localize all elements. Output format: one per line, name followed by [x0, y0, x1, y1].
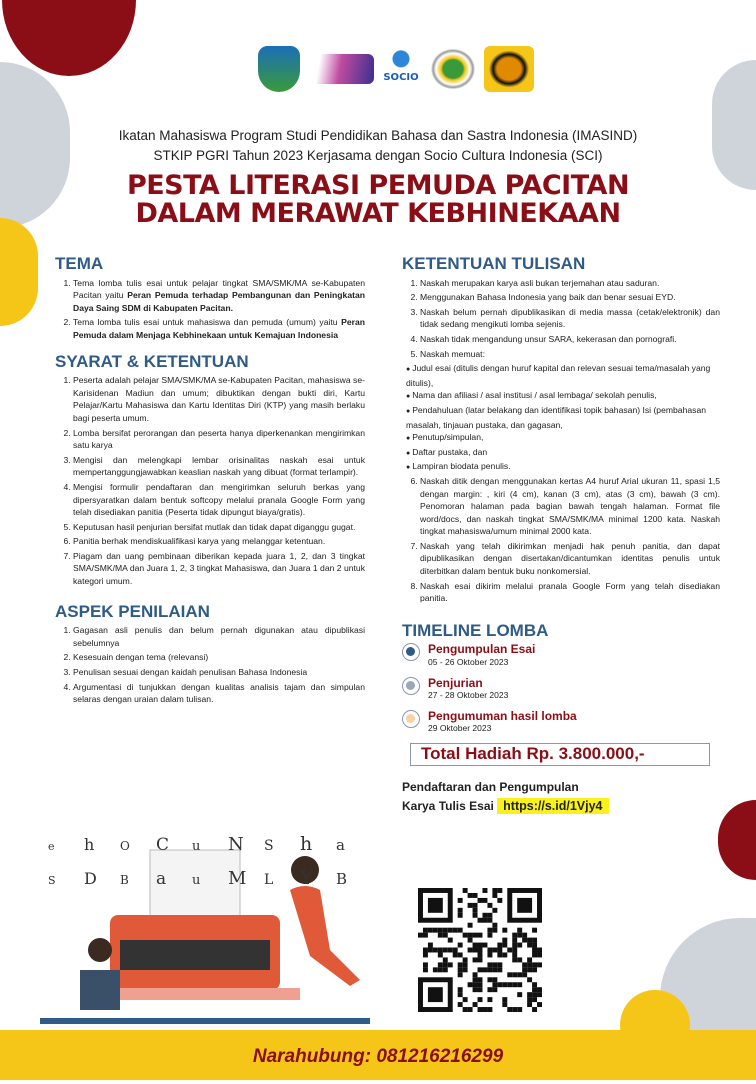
qr-module	[458, 943, 463, 948]
decor-circle-red-right	[718, 800, 756, 880]
qr-module	[463, 1007, 468, 1012]
qr-module	[532, 982, 537, 987]
qr-module	[433, 928, 438, 933]
qr-module	[468, 933, 473, 938]
registration-link[interactable]: https://s.id/1Vjy4	[497, 798, 608, 814]
tema-bold: Peran Pemuda dalam Menjaga Kebhinekaan untuk Kemajuan Indonesia	[73, 317, 365, 340]
syarat-item: 2. Lomba bersifat perorangan dan peserta hanya diperkenankan mengirimkan satu karya	[73, 427, 365, 452]
syarat-item: 3. Mengisi dan melengkapi lembar orisinalitas naskah esai untuk mempertanggungjawabkan keaslian naskah yang dibuat (format terlampir).	[73, 454, 365, 479]
qr-module	[482, 943, 487, 948]
qr-module	[532, 938, 537, 943]
qr-module	[532, 952, 537, 957]
qr-module	[532, 943, 537, 948]
ketentuan-bullet: ● Daftar pustaka, dan	[406, 446, 720, 461]
socio-cultura-logo: SOCIO	[380, 46, 422, 92]
qr-module	[487, 967, 492, 972]
qr-module	[512, 948, 517, 953]
qr-module	[492, 967, 497, 972]
qr-module	[497, 948, 502, 953]
qr-module	[532, 962, 537, 967]
timeline-item	[402, 677, 720, 702]
qr-module	[458, 928, 463, 933]
qr-module	[423, 962, 428, 967]
qr-module	[443, 948, 448, 953]
qr-module	[512, 943, 517, 948]
aspek-list	[55, 624, 365, 706]
qr-module	[532, 928, 537, 933]
qr-module	[517, 972, 522, 977]
qr-module	[428, 928, 433, 933]
qr-module	[428, 987, 443, 1002]
qr-module	[428, 948, 433, 953]
qr-module	[428, 898, 443, 913]
ketentuan-bullet: ● Nama dan afiliasi / asal institusi / asal lembaga/ sekolah penulis,	[406, 389, 720, 404]
qr-module	[458, 952, 463, 957]
qr-module	[522, 967, 527, 972]
timeline-title: Pengumuman hasil lomba	[428, 708, 577, 723]
qr-module	[497, 952, 502, 957]
qr-module	[423, 952, 428, 957]
registration-info	[402, 778, 720, 816]
timeline	[402, 643, 720, 735]
qr-module	[492, 923, 497, 928]
qr-module	[443, 957, 448, 962]
registration-line-1: Pendaftaran dan Pengumpulan	[402, 779, 579, 794]
qr-module	[478, 997, 483, 1002]
qr-module	[487, 987, 492, 992]
qr-module	[473, 982, 478, 987]
decor-letter: u	[192, 839, 201, 854]
contact-footer: Narahubung: 081216216299	[0, 1030, 756, 1080]
qr-module	[497, 982, 502, 987]
sitting-boy-body	[80, 970, 120, 1010]
qr-module	[512, 982, 517, 987]
typewriter-reading-illustration	[40, 800, 370, 1030]
qr-module	[492, 962, 497, 967]
qr-module	[458, 962, 463, 967]
decor-letter: N	[228, 834, 244, 855]
qr-module	[468, 1007, 473, 1012]
decor-letter: a	[156, 869, 167, 889]
ketentuan-list	[402, 277, 720, 361]
qr-module	[438, 952, 443, 957]
qr-module	[473, 893, 478, 898]
qr-module	[468, 948, 473, 953]
qr-module	[463, 933, 468, 938]
qr-module	[423, 933, 428, 938]
decor-letter: S	[48, 874, 56, 887]
qr-module	[492, 948, 497, 953]
qr-module	[527, 938, 532, 943]
qr-module	[502, 952, 507, 957]
qr-module	[482, 913, 487, 918]
qr-module	[478, 967, 483, 972]
qr-module	[512, 952, 517, 957]
decor-letter: C	[156, 835, 170, 855]
qr-module	[502, 997, 507, 1002]
qr-module	[443, 962, 448, 967]
timeline-item	[402, 710, 720, 735]
pacitan-emblem-logo	[258, 46, 300, 92]
qr-module	[507, 972, 512, 977]
qr-module	[502, 982, 507, 987]
qr-module	[537, 987, 542, 992]
qr-module	[482, 918, 487, 923]
qr-module	[438, 967, 443, 972]
qr-module	[473, 908, 478, 913]
organizer-text	[0, 126, 756, 166]
qr-module	[458, 967, 463, 972]
qr-module	[517, 943, 522, 948]
qr-module	[478, 918, 483, 923]
qr-module	[487, 913, 492, 918]
decor-letter: S	[264, 838, 274, 854]
qr-module	[438, 933, 443, 938]
qr-module	[473, 977, 478, 982]
syarat-heading: SYARAT & KETENTUAN	[55, 351, 249, 371]
aspek-item: 3. Penulisan sesuai dengan kaidah penulisan Bahasa Indonesia	[73, 666, 365, 679]
qr-module	[512, 933, 517, 938]
reading-woman-body	[290, 886, 360, 986]
qr-module	[522, 938, 527, 943]
qr-module	[502, 938, 507, 943]
qr-module	[458, 908, 463, 913]
qr-module	[497, 888, 502, 893]
qr-module	[458, 913, 463, 918]
qr-module	[478, 898, 483, 903]
imasind-logo	[484, 46, 534, 92]
timeline-heading: TIMELINE LOMBA	[402, 620, 549, 640]
qr-module	[478, 977, 483, 982]
decor-letter: h	[84, 835, 95, 854]
qr-module	[478, 957, 483, 962]
qr-module	[527, 997, 532, 1002]
typewriter-keys	[120, 940, 270, 970]
ketentuan-item: 6. Naskah ditik dengan menggunakan kertas A4 huruf Arial ukuran 11, spasi 1,5 dengan margin: , kiri (4 cm), kanan (3 cm), atas (3 cm), bawah (3 cm). Penomoran halaman pada bagian bawah tengah halaman. Format file word/docs, dan naskah tingkat SMA/SMK/MA minimal 1200 kata. Naskah tingkat mahasiswa/umum minimal 2000 kata.	[420, 475, 720, 538]
qr-module	[463, 997, 468, 1002]
qr-module	[522, 933, 527, 938]
qr-module	[487, 903, 492, 908]
qr-module	[428, 943, 433, 948]
qr-module	[512, 1007, 517, 1012]
aspek-item: 2. Kesesuain dengan tema (relevansi)	[73, 651, 365, 664]
ketentuan-bullet: ● Pendahuluan (latar belakang dan identifikasi topik bahasan) Isi (pembahasan masalah, tinjauan pustaka, dan gagasan,	[406, 404, 720, 431]
timeline-date: 27 - 28 Oktober 2023	[428, 690, 509, 701]
left-column	[55, 254, 365, 708]
timeline-dot-icon	[402, 643, 420, 661]
qr-module	[468, 982, 473, 987]
qr-module	[463, 962, 468, 967]
qr-module	[492, 928, 497, 933]
qr-module	[453, 952, 458, 957]
qr-module	[497, 967, 502, 972]
qr-module	[478, 952, 483, 957]
qr-module	[512, 972, 517, 977]
qr-module	[527, 962, 532, 967]
qr-module	[438, 928, 443, 933]
qr-module	[497, 898, 502, 903]
tema-heading: TEMA	[55, 254, 104, 273]
timeline-dot-icon	[402, 710, 420, 728]
qr-module	[473, 1002, 478, 1007]
qr-module	[433, 948, 438, 953]
qr-module	[492, 977, 497, 982]
qr-module	[502, 943, 507, 948]
ketentuan-bullet: ● Lampiran biodata penulis.	[406, 460, 720, 475]
qr-module	[473, 987, 478, 992]
timeline-item	[402, 643, 720, 668]
timeline-date: 05 - 26 Oktober 2023	[428, 657, 509, 668]
ketentuan-heading: KETENTUAN TULISAN	[402, 254, 586, 273]
qr-module	[443, 967, 448, 972]
qr-module	[487, 918, 492, 923]
sitting-boy-head	[88, 938, 112, 962]
book-stack	[100, 988, 300, 1000]
qr-module	[433, 967, 438, 972]
aspek-item: 4. Argumentasi di tunjukkan dengan kualitas analisis tajam dan simpulan selaras dengan uraian dalam tulisan.	[73, 681, 365, 706]
qr-module	[448, 928, 453, 933]
qr-module	[507, 1007, 512, 1012]
syarat-item: 5. Keputusan hasil penjurian bersifat mutlak dan tidak dapat diganggu gugat.	[73, 521, 365, 534]
right-column	[402, 254, 720, 816]
decor-circle-gray-right	[712, 60, 756, 190]
qr-module	[512, 957, 517, 962]
decor-letter: L	[264, 872, 274, 888]
total-prize: Total Hadiah Rp. 3.800.000,-	[410, 743, 710, 766]
qr-module	[517, 957, 522, 962]
qr-module	[492, 888, 497, 893]
qr-module	[527, 977, 532, 982]
qr-module	[458, 987, 463, 992]
qr-module	[497, 943, 502, 948]
qr-module	[487, 962, 492, 967]
qr-module	[482, 967, 487, 972]
ketentuan-item: 5. Naskah memuat:	[420, 348, 720, 361]
event-title	[0, 172, 756, 228]
qr-module	[468, 923, 473, 928]
qr-module	[453, 928, 458, 933]
qr-module	[487, 1007, 492, 1012]
qr-module	[423, 948, 428, 953]
qr-module	[473, 957, 478, 962]
qr-module	[487, 928, 492, 933]
qr-module	[473, 972, 478, 977]
decor-letter: u	[192, 873, 201, 888]
qr-module	[492, 982, 497, 987]
decor-letter: B	[120, 873, 129, 887]
qr-module	[532, 948, 537, 953]
qr-module	[492, 893, 497, 898]
qr-module	[502, 1002, 507, 1007]
qr-module	[537, 952, 542, 957]
qr-module	[463, 967, 468, 972]
decor-letter: O	[120, 839, 130, 853]
qr-module	[482, 888, 487, 893]
qr-module	[487, 952, 492, 957]
stkip-pgri-logo	[428, 46, 478, 92]
qr-module	[487, 997, 492, 1002]
pacitan-paradise-logo	[306, 54, 374, 84]
ketentuan-bullet: ● Judul esai (ditulis dengan huruf kapital dan relevan sesuai tema/masalah yang ditulis),	[406, 362, 720, 389]
decor-letter: Y	[300, 867, 313, 889]
qr-module	[453, 948, 458, 953]
qr-module	[423, 967, 428, 972]
qr-module	[532, 997, 537, 1002]
sponsor-logos	[258, 46, 534, 92]
decor-letter: a	[336, 836, 345, 854]
qr-module	[448, 948, 453, 953]
qr-module	[458, 972, 463, 977]
qr-module	[512, 938, 517, 943]
qr-module	[473, 943, 478, 948]
qr-module	[537, 1002, 542, 1007]
qr-code[interactable]	[418, 888, 542, 1012]
syarat-item: 6. Panitia berhak mendiskualifikasi karya yang melanggar ketentuan.	[73, 535, 365, 548]
tema-bold: Peran Pemuda terhadap Pembangunan dan Peningkatan Daya Saing SDM di Kabupaten Pacitan.	[73, 290, 365, 313]
tema-list	[55, 277, 365, 342]
qr-module	[537, 992, 542, 997]
ketentuan-list-continued	[402, 475, 720, 605]
qr-module	[487, 948, 492, 953]
qr-module	[458, 898, 463, 903]
qr-module	[443, 933, 448, 938]
qr-module	[458, 1002, 463, 1007]
qr-module	[438, 962, 443, 967]
qr-module	[497, 962, 502, 967]
ketentuan-item: 4. Naskah tidak mengandung unsur SARA, kekerasan dan pornografi.	[420, 333, 720, 346]
qr-module	[527, 943, 532, 948]
qr-module	[517, 898, 532, 913]
qr-module	[532, 987, 537, 992]
qr-module	[478, 987, 483, 992]
qr-module	[458, 992, 463, 997]
qr-module	[532, 1007, 537, 1012]
decor-letter: D	[84, 869, 97, 888]
qr-module	[478, 933, 483, 938]
org-line-1: Ikatan Mahasiswa Program Studi Pendidikan Bahasa dan Sastra Indonesia (IMASIND)	[118, 128, 638, 143]
decor-letter: e	[48, 840, 55, 853]
qr-module	[482, 1007, 487, 1012]
syarat-item: 1. Peserta adalah pelajar SMA/SMK/MA se-Kabupaten Pacitan, mahasiswa se-Karisidenan Madiun dan umum; dibuktikan dengan bukti diri, Kartu Pelajar/Kartu Mahasiswa dan Kartu Identitas Diri (KTP) yang masih berlaku bagi peserta umum.	[73, 374, 365, 424]
qr-module	[473, 913, 478, 918]
timeline-dot-icon	[402, 677, 420, 695]
qr-module	[478, 948, 483, 953]
decor-letter: h	[300, 833, 313, 855]
qr-module	[448, 962, 453, 967]
decor-letter: M	[228, 868, 247, 889]
qr-module	[487, 977, 492, 982]
ketentuan-item: 1. Naskah merupakan karya asli bukan terjemahan atau saduran.	[420, 277, 720, 290]
decor-letter: B	[336, 870, 348, 888]
ground-line	[40, 1018, 370, 1024]
qr-module	[537, 948, 542, 953]
qr-module	[438, 948, 443, 953]
qr-module	[532, 967, 537, 972]
qr-module	[527, 992, 532, 997]
qr-module	[537, 962, 542, 967]
qr-module	[478, 1007, 483, 1012]
qr-module	[418, 933, 423, 938]
qr-module	[478, 943, 483, 948]
title-line-2: DALAM MERAWAT KEBHINEKAAN	[135, 198, 621, 229]
ketentuan-bullet: ● Penutup/simpulan,	[406, 431, 720, 446]
ketentuan-item: 2. Menggunakan Bahasa Indonesia yang baik dan benar sesuai EYD.	[420, 291, 720, 304]
qr-module	[468, 903, 473, 908]
qr-module	[482, 898, 487, 903]
qr-module	[532, 992, 537, 997]
tema-text: Tema lomba tulis esai untuk mahasiswa dan pemuda (umum) yaitu	[73, 317, 342, 328]
qr-module	[527, 1002, 532, 1007]
aspek-heading: ASPEK PENILAIAN	[55, 601, 210, 621]
qr-module	[473, 933, 478, 938]
qr-module	[517, 982, 522, 987]
qr-module	[492, 987, 497, 992]
tema-item	[73, 277, 365, 315]
qr-module	[423, 928, 428, 933]
registration-line-2: Karya Tulis Esai	[402, 798, 494, 813]
tema-item	[73, 316, 365, 341]
qr-module	[492, 908, 497, 913]
ketentuan-item: 3. Naskah belum pernah dipublikasikan di media massa (cetak/elektronik) dan tidak sedang mengikuti lomba sejenis.	[420, 306, 720, 331]
qr-module	[517, 928, 522, 933]
syarat-item: 4. Mengisi formulir pendaftaran dan mengirimkan seluruh berkas yang dipersyaratkan dalam bentuk softcopy melalui pranala Google Form yang telah disediakan panitia (Peserta tidak dipungut biaya/gratis).	[73, 481, 365, 519]
ketentuan-item: 8. Naskah esai dikirim melalui pranala Google Form yang telah disediakan panitia.	[420, 580, 720, 605]
qr-module	[478, 982, 483, 987]
ketentuan-item: 7. Naskah yang telah dikirimkan menjadi hak penuh panitia, dan dapat dipublikasikan dengan disertakan/dicantumkan identitas penulis untuk diterbitkan dalam bentuk buku nonkomersial.	[420, 540, 720, 578]
tema-text: Tema lomba tulis esai untuk pelajar tingkat SMA/SMK/MA se-Kabupaten Pacitan yaitu	[73, 277, 365, 301]
qr-module	[527, 967, 532, 972]
timeline-title: Pengumpulan Esai	[428, 642, 536, 657]
qr-module	[473, 948, 478, 953]
qr-module	[522, 972, 527, 977]
qr-module	[468, 893, 473, 898]
qr-module	[443, 928, 448, 933]
qr-module	[517, 933, 522, 938]
qr-module	[507, 982, 512, 987]
qr-module	[507, 948, 512, 953]
decor-circle-yellow-left	[0, 218, 38, 326]
syarat-item: 7. Piagam dan uang pembinaan diberikan kepada juara 1, 2, dan 3 tingkat SMA/SMK/MA dan Juara 1, 2, 3 tingkat Mahasiswa, dan Juara 1 dan 2 untuk kategori umum.	[73, 550, 365, 588]
qr-module	[522, 962, 527, 967]
qr-module	[517, 1007, 522, 1012]
qr-module	[463, 957, 468, 962]
qr-module	[487, 933, 492, 938]
syarat-list	[55, 374, 365, 588]
title-line-1: PESTA LITERASI PEMUDA PACITAN	[126, 170, 630, 201]
qr-module	[448, 938, 453, 943]
qr-module	[463, 888, 468, 893]
qr-module	[527, 957, 532, 962]
qr-module	[473, 903, 478, 908]
aspek-item: 1. Gagasan asli penulis dan belum pernah digunakan atau dipublikasi sebelumnya	[73, 624, 365, 649]
timeline-title: Penjurian	[428, 675, 483, 690]
timeline-date: 29 Oktober 2023	[428, 723, 492, 734]
ketentuan-bullets	[402, 362, 720, 475]
qr-module	[502, 928, 507, 933]
qr-module	[517, 992, 522, 997]
qr-module	[468, 938, 473, 943]
org-line-2: STKIP PGRI Tahun 2023 Kerjasama dengan Socio Cultura Indonesia (SCI)	[153, 148, 603, 163]
